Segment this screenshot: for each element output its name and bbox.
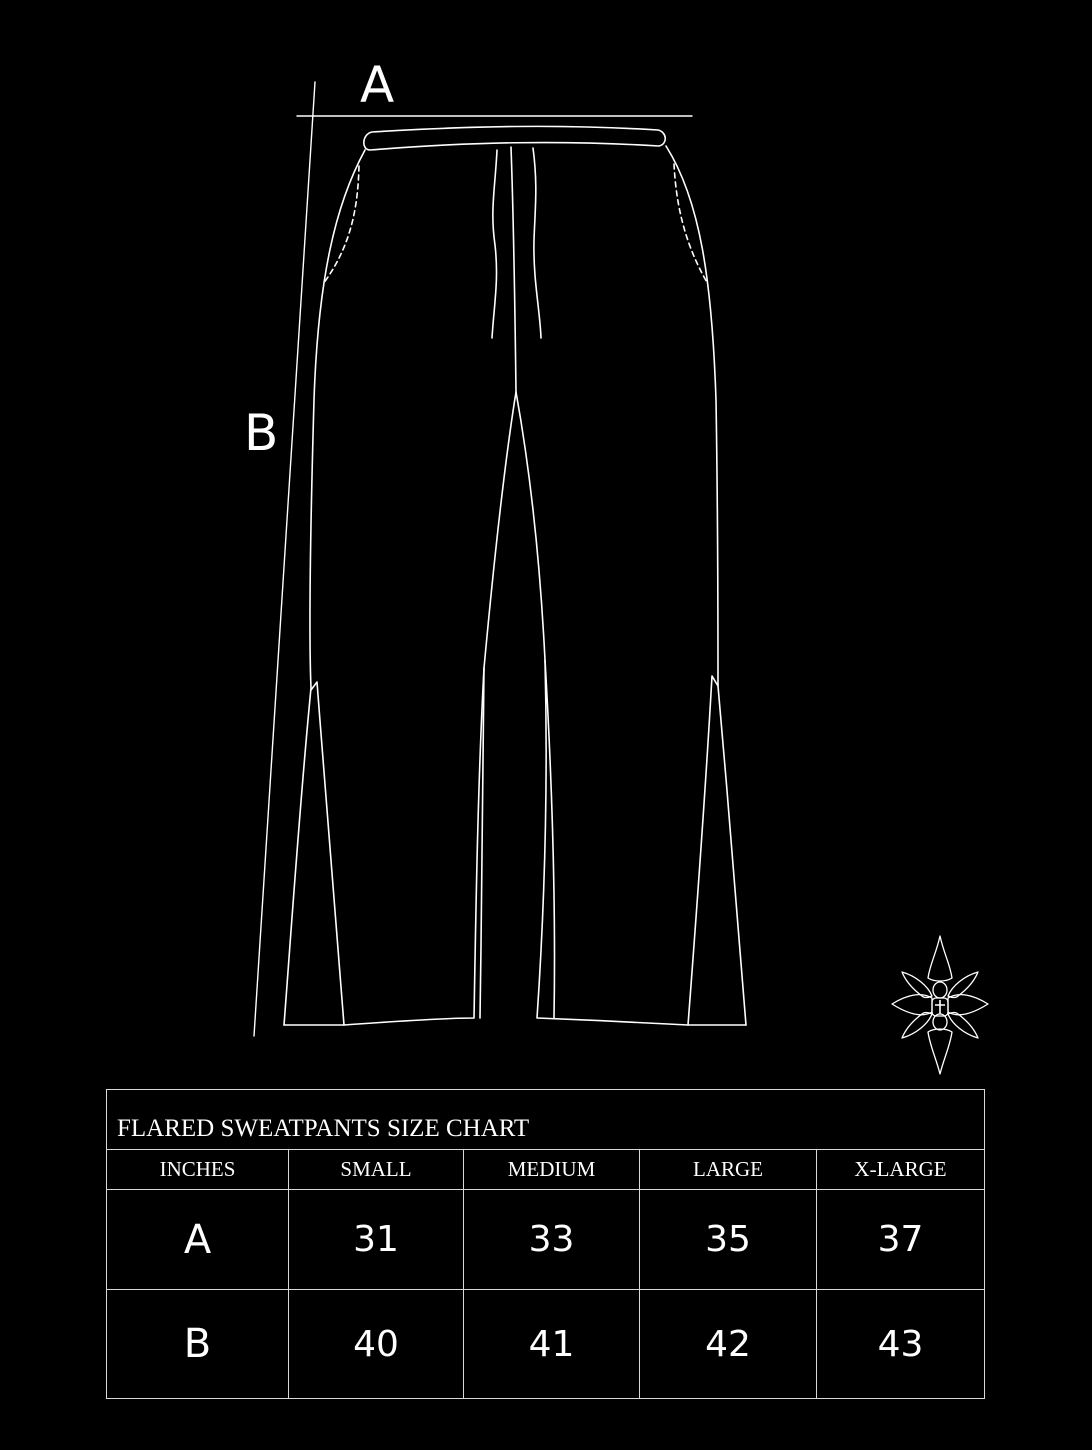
header-medium: MEDIUM: [464, 1150, 640, 1190]
drawstring-right: [533, 148, 541, 338]
value-a-x-large: 37: [817, 1190, 985, 1290]
waistband: [364, 126, 665, 150]
dimension-label-a: A: [360, 56, 395, 114]
right-slit: [688, 676, 718, 1025]
gothic-star-cross-emblem-icon: [888, 934, 992, 1076]
value-a-large: 35: [640, 1190, 817, 1290]
center-front-seam: [511, 147, 516, 392]
row-label-b: B: [107, 1290, 289, 1399]
header-inches: INCHES: [107, 1150, 289, 1190]
table-row-b: [107, 1290, 985, 1399]
dimension-label-b: B: [244, 404, 279, 462]
left-slit: [311, 682, 344, 1025]
value-a-small: 31: [289, 1190, 464, 1290]
drawstring-left: [492, 150, 497, 338]
size-chart-title: FLARED SWEATPANTS SIZE CHART: [107, 1090, 985, 1150]
value-b-large: 42: [640, 1290, 817, 1399]
value-b-x-large: 43: [817, 1290, 985, 1399]
measure-line-b: [254, 82, 315, 1036]
right-leg-outer: [666, 146, 746, 1025]
size-chart-header-row: [107, 1150, 985, 1190]
header-small: SMALL: [289, 1150, 464, 1190]
header-large: LARGE: [640, 1150, 817, 1190]
row-label-a: A: [107, 1190, 289, 1290]
left-leg-inner: [344, 392, 516, 1025]
table-row-a: [107, 1190, 985, 1290]
left-pocket: [323, 166, 359, 284]
value-b-medium: 41: [464, 1290, 640, 1399]
header-x-large: X-LARGE: [817, 1150, 985, 1190]
size-chart-table: [106, 1089, 985, 1399]
value-a-medium: 33: [464, 1190, 640, 1290]
value-b-small: 40: [289, 1290, 464, 1399]
right-leg-inner: [516, 392, 688, 1025]
right-pocket: [674, 164, 708, 284]
